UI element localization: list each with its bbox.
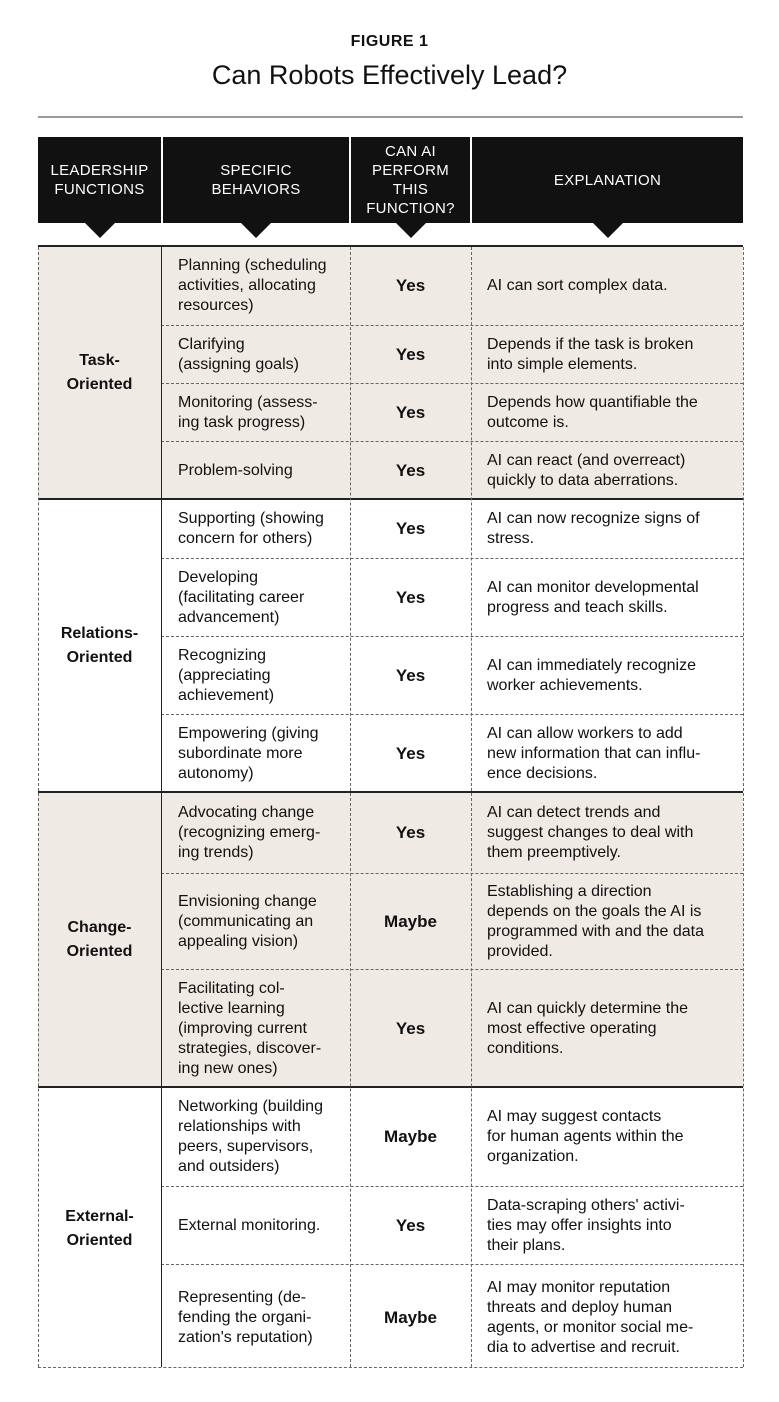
behavior-cell bbox=[161, 247, 350, 325]
table-row bbox=[161, 793, 743, 873]
figure-label: FIGURE 1 bbox=[350, 33, 429, 50]
behavior-cell bbox=[161, 1187, 350, 1264]
function-group-name: Relations- Oriented bbox=[60, 625, 139, 666]
behavior-text: Problem-solving bbox=[178, 461, 293, 479]
behavior-text: Recognizing (appreciating achievement) bbox=[178, 646, 275, 704]
behavior-cell bbox=[161, 1265, 350, 1370]
behavior-cell bbox=[161, 793, 350, 873]
table-row bbox=[161, 1186, 743, 1264]
header-arrow-icon bbox=[85, 223, 115, 238]
explanation-cell bbox=[471, 500, 743, 558]
behavior-text: Facilitating col- lective learning (improving current strategies, discover- ing new ones) bbox=[178, 979, 322, 1077]
explanation-text: Data-scraping others' activi- ties may offer insights into their plans. bbox=[487, 1196, 685, 1254]
explanation-text: Depends if the task is broken into simple elements. bbox=[487, 335, 694, 373]
explanation-text: AI may monitor reputation threats and deploy human agents, or monitor social me- dia to advertise and recruit. bbox=[487, 1278, 694, 1356]
header-leadership-functions bbox=[38, 137, 161, 223]
explanation-text: AI can sort complex data. bbox=[487, 277, 668, 294]
table-row bbox=[161, 636, 743, 714]
table-row bbox=[161, 714, 743, 792]
table-row bbox=[161, 969, 743, 1087]
behavior-cell bbox=[161, 1088, 350, 1186]
behavior-text: External monitoring. bbox=[178, 1216, 321, 1234]
behavior-text: Empowering (giving subordinate more autonomy) bbox=[178, 724, 319, 782]
behavior-text: Representing (de- fending the organi- zation's reputation) bbox=[178, 1288, 313, 1346]
explanation-text: AI can quickly determine the most effective operating conditions. bbox=[487, 999, 688, 1057]
explanation-cell bbox=[471, 1187, 743, 1264]
answer-cell bbox=[350, 384, 471, 441]
table-row bbox=[161, 247, 743, 325]
answer-text: Yes bbox=[395, 276, 426, 295]
answer-text: Yes bbox=[395, 587, 426, 607]
header-arrow-icon bbox=[241, 223, 271, 238]
explanation-cell bbox=[471, 442, 743, 499]
title-rule bbox=[38, 116, 743, 118]
function-group-label bbox=[38, 1088, 161, 1370]
function-group-label bbox=[38, 247, 161, 499]
behavior-cell bbox=[161, 637, 350, 714]
explanation-text: AI can detect trends and suggest changes to deal with them preemptively. bbox=[487, 804, 694, 861]
table-row bbox=[161, 500, 743, 558]
answer-cell bbox=[350, 1088, 471, 1186]
header-behaviors-label: SPECIFIC BEHAVIORS bbox=[211, 162, 301, 198]
answer-text: Yes bbox=[395, 665, 426, 685]
answer-cell bbox=[350, 1187, 471, 1264]
answer-cell bbox=[350, 970, 471, 1087]
answer-text: Yes bbox=[395, 1018, 426, 1038]
answer-text: Maybe bbox=[384, 911, 437, 931]
behavior-cell bbox=[161, 500, 350, 558]
answer-cell bbox=[350, 1265, 471, 1370]
header-can-ai bbox=[351, 137, 470, 223]
behavior-text: Monitoring (assess- ing task progress) bbox=[178, 393, 318, 431]
explanation-cell bbox=[471, 1265, 743, 1370]
explanation-cell bbox=[471, 326, 743, 383]
column-divider bbox=[471, 247, 472, 1367]
behavior-text: Envisioning change (communicating an appealing vision) bbox=[178, 892, 317, 950]
header-arrow-icon bbox=[396, 223, 426, 238]
behavior-cell bbox=[161, 970, 350, 1087]
behavior-cell bbox=[161, 874, 350, 969]
answer-text: Yes bbox=[395, 743, 426, 763]
table-row bbox=[161, 558, 743, 636]
answer-text: Maybe bbox=[384, 1307, 437, 1327]
header-explanation-label: EXPLANATION bbox=[553, 171, 662, 189]
table-row bbox=[161, 1264, 743, 1370]
table-row bbox=[161, 383, 743, 441]
table-row bbox=[161, 873, 743, 969]
function-group-label bbox=[38, 793, 161, 1087]
answer-text: Yes bbox=[395, 460, 426, 480]
explanation-text: Depends how quantifiable the outcome is. bbox=[487, 393, 698, 431]
explanation-text: Establishing a direction depends on the goals the AI is programmed with and the data provided. bbox=[487, 882, 705, 960]
column-divider bbox=[161, 247, 162, 1367]
answer-text: Maybe bbox=[384, 1127, 437, 1146]
explanation-cell bbox=[471, 247, 743, 325]
table-row bbox=[161, 325, 743, 383]
header-specific-behaviors bbox=[163, 137, 349, 223]
answer-cell bbox=[350, 715, 471, 792]
header-arrow-icon bbox=[593, 223, 623, 238]
answer-cell bbox=[350, 442, 471, 499]
explanation-cell bbox=[471, 970, 743, 1087]
explanation-text: AI can monitor developmental progress and teach skills. bbox=[487, 578, 699, 616]
behavior-cell bbox=[161, 715, 350, 792]
answer-cell bbox=[350, 326, 471, 383]
answer-text: Yes bbox=[395, 519, 426, 538]
function-group-name: Task- Oriented bbox=[66, 352, 133, 393]
column-divider bbox=[350, 247, 351, 1367]
behavior-cell bbox=[161, 559, 350, 636]
behavior-cell bbox=[161, 326, 350, 383]
explanation-text: AI can immediately recognize worker achievements. bbox=[487, 656, 696, 694]
table-row bbox=[161, 1088, 743, 1186]
header-functions-label: LEADERSHIP FUNCTIONS bbox=[50, 162, 149, 198]
answer-cell bbox=[350, 247, 471, 325]
answer-text: Yes bbox=[395, 823, 426, 842]
answer-cell bbox=[350, 874, 471, 969]
header-can-ai-label: CAN AI PERFORM THIS FUNCTION? bbox=[366, 143, 455, 217]
explanation-cell bbox=[471, 1088, 743, 1186]
answer-text: Yes bbox=[395, 402, 426, 422]
behavior-text: Advocating change (recognizing emerg- ing trends) bbox=[178, 804, 321, 861]
behavior-cell bbox=[161, 442, 350, 499]
behavior-text: Developing (facilitating career advancement) bbox=[178, 568, 305, 626]
column-divider bbox=[743, 247, 744, 1367]
function-group-name: Change- Oriented bbox=[66, 919, 133, 960]
header-explanation bbox=[472, 137, 743, 223]
figure-title: Can Robots Effectively Lead? bbox=[211, 60, 568, 90]
answer-cell bbox=[350, 500, 471, 558]
answer-cell bbox=[350, 559, 471, 636]
answer-text: Yes bbox=[395, 344, 426, 364]
explanation-cell bbox=[471, 793, 743, 873]
answer-cell bbox=[350, 793, 471, 873]
explanation-text: AI may suggest contacts for human agents within the organization. bbox=[487, 1108, 684, 1165]
behavior-cell bbox=[161, 384, 350, 441]
behavior-text: Supporting (showing concern for others) bbox=[178, 510, 324, 547]
table-row bbox=[161, 441, 743, 499]
explanation-text: AI can now recognize signs of stress. bbox=[487, 510, 700, 547]
behavior-text: Networking (building relationships with peers, supervisors, and outsiders) bbox=[178, 1098, 323, 1175]
function-group-label bbox=[38, 500, 161, 792]
column-divider bbox=[38, 247, 39, 1367]
explanation-text: AI can react (and overreact) quickly to data aberrations. bbox=[487, 451, 686, 489]
explanation-text: AI can allow workers to add new information that can influ- ence decisions. bbox=[487, 724, 701, 782]
function-group-name: External- Oriented bbox=[65, 1208, 134, 1249]
behavior-text: Clarifying (assigning goals) bbox=[178, 335, 299, 373]
behavior-text: Planning (scheduling activities, allocating resources) bbox=[178, 257, 327, 314]
answer-cell bbox=[350, 637, 471, 714]
explanation-cell bbox=[471, 715, 743, 792]
explanation-cell bbox=[471, 637, 743, 714]
table-bottom-rule bbox=[38, 1367, 743, 1368]
explanation-cell bbox=[471, 559, 743, 636]
answer-text: Yes bbox=[395, 1215, 426, 1235]
explanation-cell bbox=[471, 384, 743, 441]
explanation-cell bbox=[471, 874, 743, 969]
